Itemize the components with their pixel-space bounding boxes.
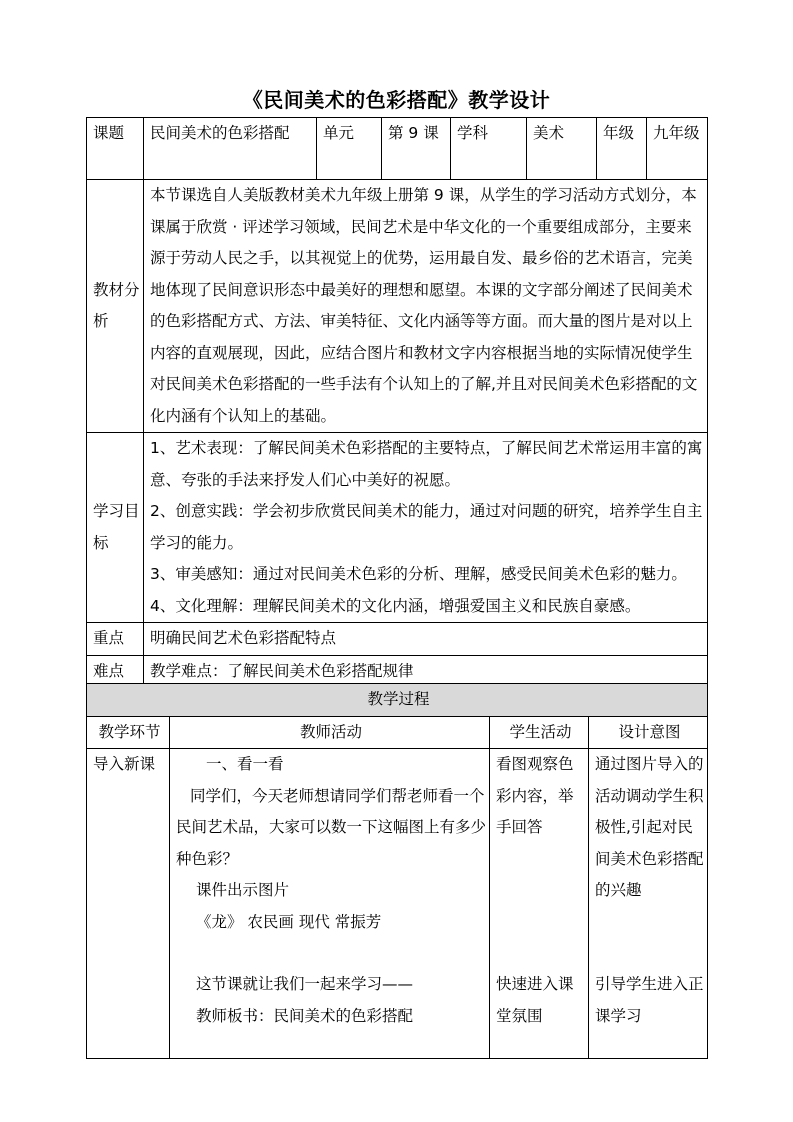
unit-value: 第 9 课 <box>382 118 451 180</box>
grade-label: 年级 <box>597 118 647 180</box>
teacher-intro: 同学们，今天老师想请同学们帮老师看一个民间艺术品，大家可以数一下这幅图上有多少种色彩？ <box>176 786 487 868</box>
grade-value: 九年级 <box>647 118 708 180</box>
difficulty-label: 难点 <box>87 655 144 688</box>
header-row <box>87 118 708 180</box>
analysis-row <box>87 180 708 433</box>
document-title: 《民间美术的色彩搭配》教学设计 <box>242 88 551 112</box>
lesson-info-table <box>86 117 708 688</box>
student-activity-2: 快速进入课堂氛围 <box>496 975 574 1025</box>
student-activity-1: 看图观察色彩内容，举手回答 <box>496 755 574 836</box>
teacher-show: 课件出示图片 <box>196 881 290 899</box>
key-point-text: 明确民间艺术色彩搭配特点 <box>144 623 708 656</box>
spacer <box>176 938 486 969</box>
design-intent-cell <box>589 749 708 1059</box>
objective-item: 4、文化理解：理解民间美术的文化内涵，增强爱国主义和民族自豪感。 <box>150 596 641 615</box>
objective-item: 2、创意实践：学会初步欣赏民间美术的能力，通过对问题的研究，培养学生自主学习的能力。 <box>150 502 703 552</box>
objective-item: 1、艺术表现：了解民间美术色彩搭配的主要特点，了解民间艺术常运用丰富的寓意、夸张的手法来抒发人们心中美好的祝愿。 <box>150 439 703 489</box>
process-row <box>87 749 708 1059</box>
process-columns-row <box>87 716 708 749</box>
process-heading: 教学过程 <box>87 684 708 717</box>
key-point-row <box>87 623 708 656</box>
objective-item: 3、审美感知：通过对民间美术色彩的分析、理解，感受民间美术色彩的魅力。 <box>150 565 687 583</box>
teacher-transition: 这节课就让我们一起来学习—— <box>196 975 414 993</box>
analysis-text: 本节课选自人美版教材美术九年级上册第 9 课，从学生的学习活动方式划分，本课属于欣赏 · 评述学习领域，民间艺术是中华文化的一个重要组成部分，主要来源于劳动人民之手，以其视觉上的优势，运用最自发、最乡俗的艺术语言，完美地体现了民间意识形态中最美好的理想和愿望。本课的文字部分阐述了民间美术的色彩搭配方式、方法、审美特征、文化内涵等等方面。而大量的图片是对以上内容的直观展现，因此，应结合图片和教材文字内容根据当地的实际情况使学生对民间美术色彩搭配的一些手法有个认知上的了解,并且对民间美术色彩搭配的文化内涵有个认知上的基础。 <box>144 180 708 433</box>
topic-value: 民间美术的色彩搭配 <box>144 118 317 180</box>
section-title: 一、看一看 <box>206 755 284 773</box>
design-intent-1: 通过图片导入的活动调动学生积极性,引起对民间美术色彩搭配的兴趣 <box>595 755 704 899</box>
column-header-student: 学生活动 <box>490 716 589 749</box>
objectives-row <box>87 433 708 623</box>
artwork-credit: 《龙》 农民画 现代 常振芳 <box>196 912 382 931</box>
column-header-intent: 设计意图 <box>589 716 708 749</box>
column-header-teacher: 教师活动 <box>170 716 490 749</box>
subject-label: 学科 <box>451 118 527 180</box>
objectives-label: 学习目标 <box>87 433 144 623</box>
topic-label: 课题 <box>87 118 144 180</box>
process-heading-row <box>87 684 708 717</box>
teacher-board: 教师板书：民间美术的色彩搭配 <box>196 1006 414 1025</box>
key-point-label: 重点 <box>87 623 144 656</box>
stage-cell: 导入新课 <box>87 749 170 1059</box>
teaching-process-table <box>86 683 708 1059</box>
student-activity-cell <box>490 749 589 1059</box>
unit-label: 单元 <box>317 118 382 180</box>
teacher-activity-cell <box>170 749 490 1059</box>
analysis-label: 教材分析 <box>87 180 144 433</box>
design-intent-2: 引导学生进入正课学习 <box>595 975 704 1025</box>
difficulty-text: 教学难点：了解民间美术色彩搭配规律 <box>144 655 708 688</box>
subject-value: 美术 <box>527 118 597 180</box>
objectives-list <box>144 433 708 623</box>
column-header-stage: 教学环节 <box>87 716 170 749</box>
